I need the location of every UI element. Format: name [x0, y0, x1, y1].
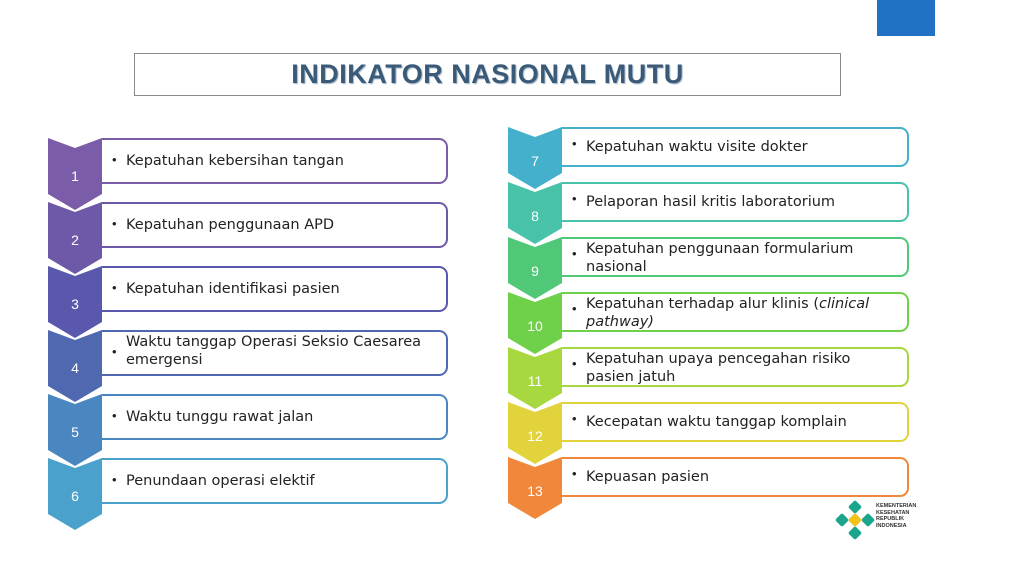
bullet-icon: •	[572, 191, 577, 206]
indicator-box	[102, 266, 448, 312]
indicator-box	[562, 402, 909, 442]
bullet-icon: •	[112, 216, 117, 231]
step-number: 13	[527, 483, 543, 499]
bullet-icon: •	[112, 280, 117, 295]
step-number: 3	[71, 296, 79, 312]
indicator-box	[562, 182, 909, 222]
indicator-label: Penundaan operasi elektif	[126, 473, 315, 489]
step-number: 9	[531, 263, 539, 279]
indicator-label: Waktu tanggap Operasi Seksio Caesarea emergensi	[126, 334, 422, 368]
step-number: 6	[71, 488, 79, 504]
bullet-icon: •	[572, 356, 577, 371]
indicator-label: Kepuasan pasien	[586, 469, 710, 485]
indicator-box	[102, 330, 448, 376]
title-box	[134, 53, 841, 96]
indicator-label: Kepatuhan terhadap alur klinis (clinical pathway)	[586, 296, 870, 330]
step-number: 11	[527, 373, 543, 389]
step-number: 10	[527, 318, 543, 334]
indicator-box	[102, 138, 448, 184]
indicator-box	[562, 237, 909, 277]
bullet-icon: •	[572, 301, 577, 316]
logo-line: KEMENTERIAN	[876, 503, 917, 509]
indicator-box	[102, 202, 448, 248]
corner-accent-block	[877, 0, 935, 36]
indicator-label: Kepatuhan penggunaan formularium nasional	[586, 241, 854, 275]
bullet-icon: •	[112, 152, 117, 167]
logo-mark-icon	[835, 500, 875, 540]
logo-line: INDONESIA	[876, 522, 907, 529]
indicator-label: Kepatuhan upaya pencegahan risiko pasien jatuh	[586, 351, 851, 385]
step-number: 2	[71, 232, 79, 248]
bullet-icon: •	[572, 136, 577, 151]
logo-line: REPUBLIK	[876, 516, 905, 522]
indicator-box	[102, 394, 448, 440]
bullet-icon: •	[572, 246, 577, 261]
bullet-icon: •	[572, 411, 577, 426]
indicator-box	[562, 347, 909, 387]
indicator-label: Pelaporan hasil kritis laboratorium	[586, 194, 836, 210]
step-number: 4	[71, 360, 79, 376]
indicator-box	[562, 457, 909, 497]
logo-line: KESEHATAN	[876, 509, 910, 516]
step-number: 7	[531, 153, 539, 169]
indicator-box	[562, 127, 909, 167]
step-number: 12	[527, 428, 543, 444]
kemenkes-logo	[835, 500, 925, 540]
indicator-label: Kecepatan waktu tanggap komplain	[586, 414, 847, 430]
step-number: 1	[71, 168, 79, 184]
step-number: 8	[531, 208, 539, 224]
bullet-icon: •	[112, 472, 117, 487]
indicator-box	[102, 458, 448, 504]
indicator-label: Kepatuhan penggunaan APD	[126, 217, 335, 233]
indicator-label: Kepatuhan waktu visite dokter	[586, 139, 808, 155]
indicator-label: Kepatuhan kebersihan tangan	[126, 153, 344, 169]
bullet-icon: •	[112, 408, 117, 423]
bullet-icon: •	[572, 466, 577, 481]
bullet-icon: •	[112, 344, 117, 359]
page-title: INDIKATOR NASIONAL MUTU	[291, 59, 684, 89]
logo-text	[876, 503, 916, 529]
indicator-box	[562, 292, 909, 332]
indicator-label: Waktu tunggu rawat jalan	[126, 409, 314, 425]
step-number: 5	[71, 424, 79, 440]
indicator-label: Kepatuhan identifikasi pasien	[126, 281, 340, 297]
